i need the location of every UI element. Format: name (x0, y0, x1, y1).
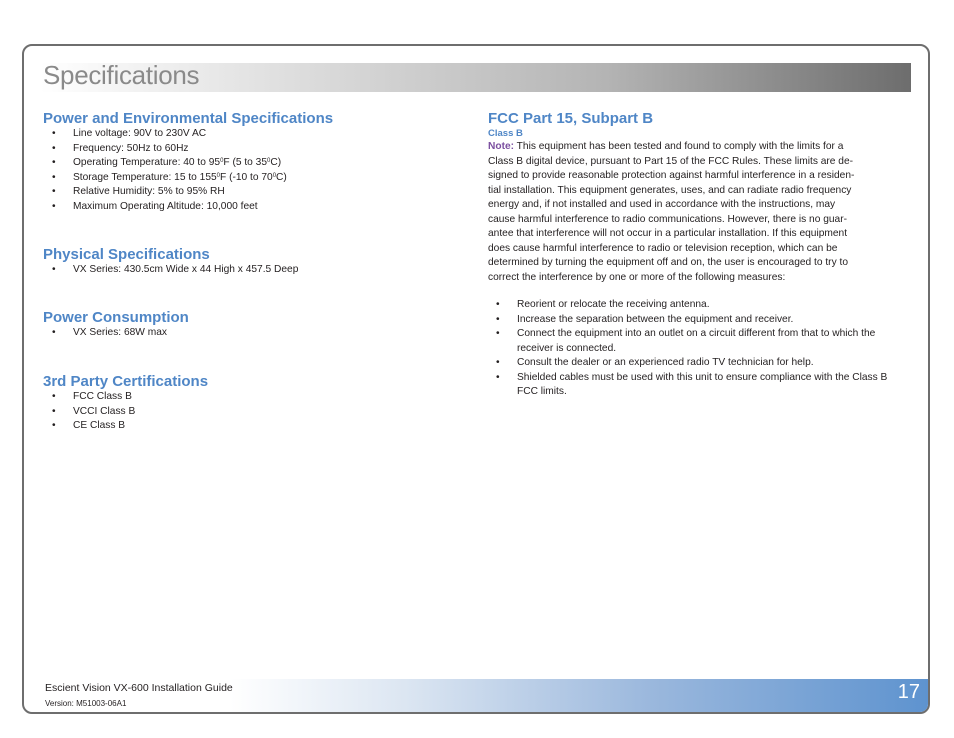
list-item: • Increase the separation between the equipment and receiver. (488, 313, 910, 328)
consumption-section (43, 309, 189, 341)
list-item: • FCC Class B (43, 390, 208, 405)
footer-version: Version: M51003-06A1 (45, 699, 127, 708)
consumption-list (43, 326, 189, 341)
list-item: • Maximum Operating Altitude: 10,000 feet (43, 200, 333, 215)
page-title: Specifications (43, 60, 200, 90)
right-column (488, 110, 910, 400)
list-item: • VX Series: 68W max (43, 326, 189, 341)
list-item: • Storage Temperature: 15 to $155^0F$ (-10 to $70^0C$) (43, 171, 333, 186)
list-item: • Frequency: 50Hz to 60Hz (43, 142, 333, 157)
list-item: • Reorient or relocate the receiving antenna. (488, 298, 910, 313)
third-party-section (43, 373, 208, 434)
physical-section (43, 246, 298, 278)
power-env-list (43, 127, 333, 214)
power-env-section (43, 110, 333, 214)
page-number: 17 (897, 681, 920, 703)
physical-list (43, 263, 298, 278)
power-env-heading: Power and Environmental Specifications (43, 110, 334, 127)
list-item: • Shielded cables must be used with this unit to ensure compliance with the Class B FCC limits. (488, 371, 910, 400)
list-item: • Connect the equipment into an outlet on a circuit different from that to which the receiver is connected. (488, 327, 910, 356)
fcc-heading: FCC Part 15, Subpart B (488, 110, 654, 127)
list-item: • VCCI Class B (43, 405, 208, 420)
list-item: • CE Class B (43, 419, 208, 434)
third-party-heading: 3rd Party Certifications (43, 373, 209, 390)
third-party-list (43, 390, 208, 434)
fcc-note: Note: This equipment has been tested and found to comply with the limits for a Class B digital device, pursuant to Part 15 of the FCC Rules. These limits are de- signed to provide reasonable protection against harmful interference in a residen- tial installation. This equipment generates, uses, and can radiate radio frequency energy and, if not installed and used in accordance with the instructions, may cause harmful interference to radio communications. However, there is no guar- antee that interference will not occur in a particular installation. If this equipment does cause harmful interference to radio or television reception, which can be determined by turning the equipment off and on, the user is encouraged to try to correct the interference by one or more of the following measures: (488, 141, 855, 283)
fcc-measures-list (488, 298, 910, 400)
footer-bar (230, 679, 928, 712)
physical-heading: Physical Specifications (43, 246, 210, 263)
list-item: • Line voltage: 90V to 230V AC (43, 127, 333, 142)
list-item: • Relative Humidity: 5% to 95% RH (43, 185, 333, 200)
list-item: • VX Series: 430.5cm Wide x 44 High x 457.5 Deep (43, 263, 298, 278)
list-item: • Consult the dealer or an experienced radio TV technician for help. (488, 356, 910, 371)
consumption-heading: Power Consumption (43, 309, 189, 326)
note-label: Note: (488, 141, 515, 152)
footer-title: Escient Vision VX-600 Installation Guide (45, 682, 233, 694)
fcc-subheading: Class B (488, 128, 523, 139)
list-item: • Operating Temperature: 40 to $95^0F$ (5 to $35^0C$) (43, 156, 333, 171)
